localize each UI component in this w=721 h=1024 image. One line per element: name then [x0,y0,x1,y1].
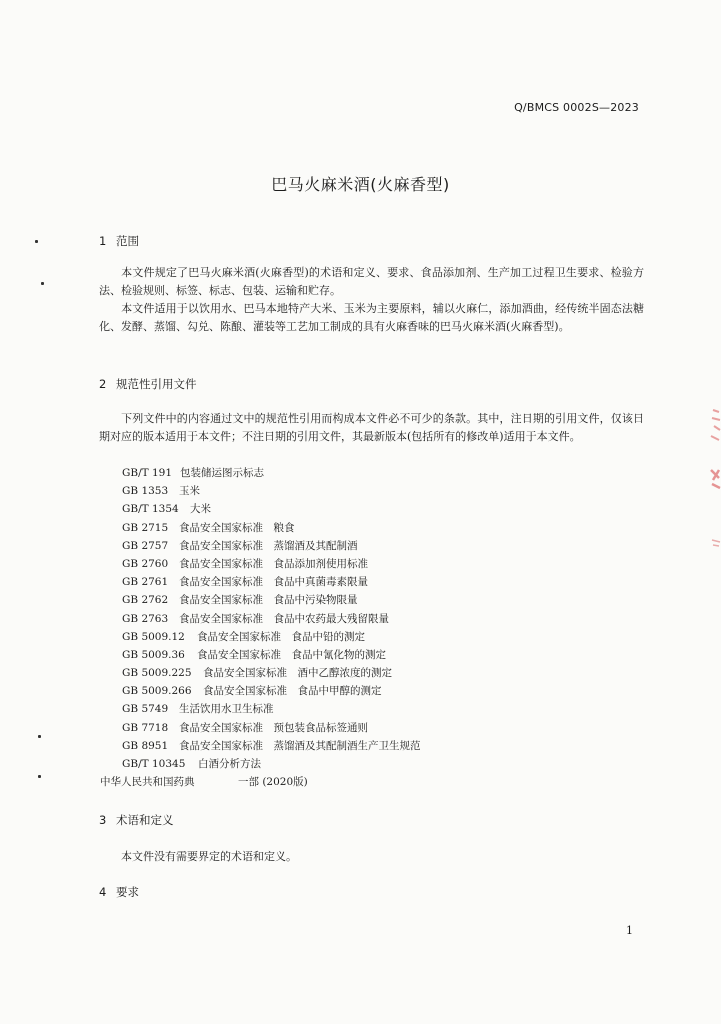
reference-item: GB 7718 食品安全国家标准 预包装食品标签通则 [122,721,368,734]
section-heading-terms [99,812,174,828]
section-number: 4 [99,885,107,899]
reference-item: GB/T 10345 白酒分析方法 [122,758,261,770]
seal-stamp-fragment [703,400,721,560]
section-title: 要求 [116,885,139,899]
reference-item: GB 5009.36 食品安全国家标准 食品中氰化物的测定 [122,648,386,661]
section-title: 范围 [116,234,139,248]
reference-item: GB 5009.266 食品安全国家标准 食品中甲醇的测定 [122,685,382,698]
normative-intro-paragraph: 下列文件中的内容通过文中的规范性引用而构成本文件必不可少的条款。其中，注日期的引用文件，仅该日期对应的版本适用于本文件；不注日期的引用文件，其最新版本(包括所有的修改单)适用于本文件。 [99,412,644,443]
section-heading-requirements [99,884,139,900]
scope-paragraph-2: 本文件适用于以饮用水、巴马本地特产大米、玉米为主要原料，辅以火麻仁，添加酒曲，经传统半固态法糖化、发酵、蒸馏、勾兑、陈酿、灌装等工艺加工制成的具有火麻香味的巴马火麻米酒(火麻香型)。 [99,302,644,333]
reference-item: GB 2715 食品安全国家标准 粮食 [122,521,295,534]
scope-paragraph-1: 本文件规定了巴马火麻米酒(火麻香型)的术语和定义、要求、食品添加剂、生产加工过程卫生要求、检验方法、检验规则、标签、标志、包装、运输和贮存。 [99,266,644,297]
scan-speck [38,775,41,778]
reference-item: GB 2761 食品安全国家标准 食品中真菌毒素限量 [122,576,368,589]
terms-paragraph: 本文件没有需要界定的术语和定义。 [121,850,297,863]
reference-item: GB 2757 食品安全国家标准 蒸馏酒及其配制酒 [122,539,358,552]
reference-item: GB/T 1354 大米 [122,503,211,516]
reference-item: GB 1353 玉米 [122,485,200,498]
page-number: 1 [626,924,633,937]
scan-speck [38,735,41,738]
section-title: 规范性引用文件 [116,377,197,391]
scan-speck [41,282,44,285]
scan-speck [35,240,38,243]
reference-item: GB 2762 食品安全国家标准 食品中污染物限量 [122,594,358,607]
reference-list [100,464,421,791]
reference-item: GB 2760 食品安全国家标准 食品添加剂使用标准 [122,557,368,570]
reference-item: GB 5009.225 食品安全国家标准 酒中乙醇浓度的测定 [122,667,392,680]
reference-item: 中华人民共和国药典 一部 (2020版) [100,776,308,789]
reference-item: GB 2763 食品安全国家标准 食品中农药最大残留限量 [122,612,389,625]
section-heading-scope [99,233,139,249]
section-title: 术语和定义 [116,813,174,827]
standard-code: Q/BMCS 0002S—2023 [514,101,639,114]
document-title: 巴马火麻米酒(火麻香型) [271,175,450,194]
reference-item: GB 5749 生活饮用水卫生标准 [122,703,274,716]
reference-item: GB/T 191 包装储运图示标志 [122,467,264,479]
section-heading-normative-references [99,376,197,392]
reference-item: GB 8951 食品安全国家标准 蒸馏酒及其配制酒生产卫生规范 [122,739,421,752]
section-number: 3 [99,813,107,827]
section-number: 2 [99,377,107,391]
reference-item: GB 5009.12 食品安全国家标准 食品中铅的测定 [122,630,365,643]
section-number: 1 [99,234,107,248]
